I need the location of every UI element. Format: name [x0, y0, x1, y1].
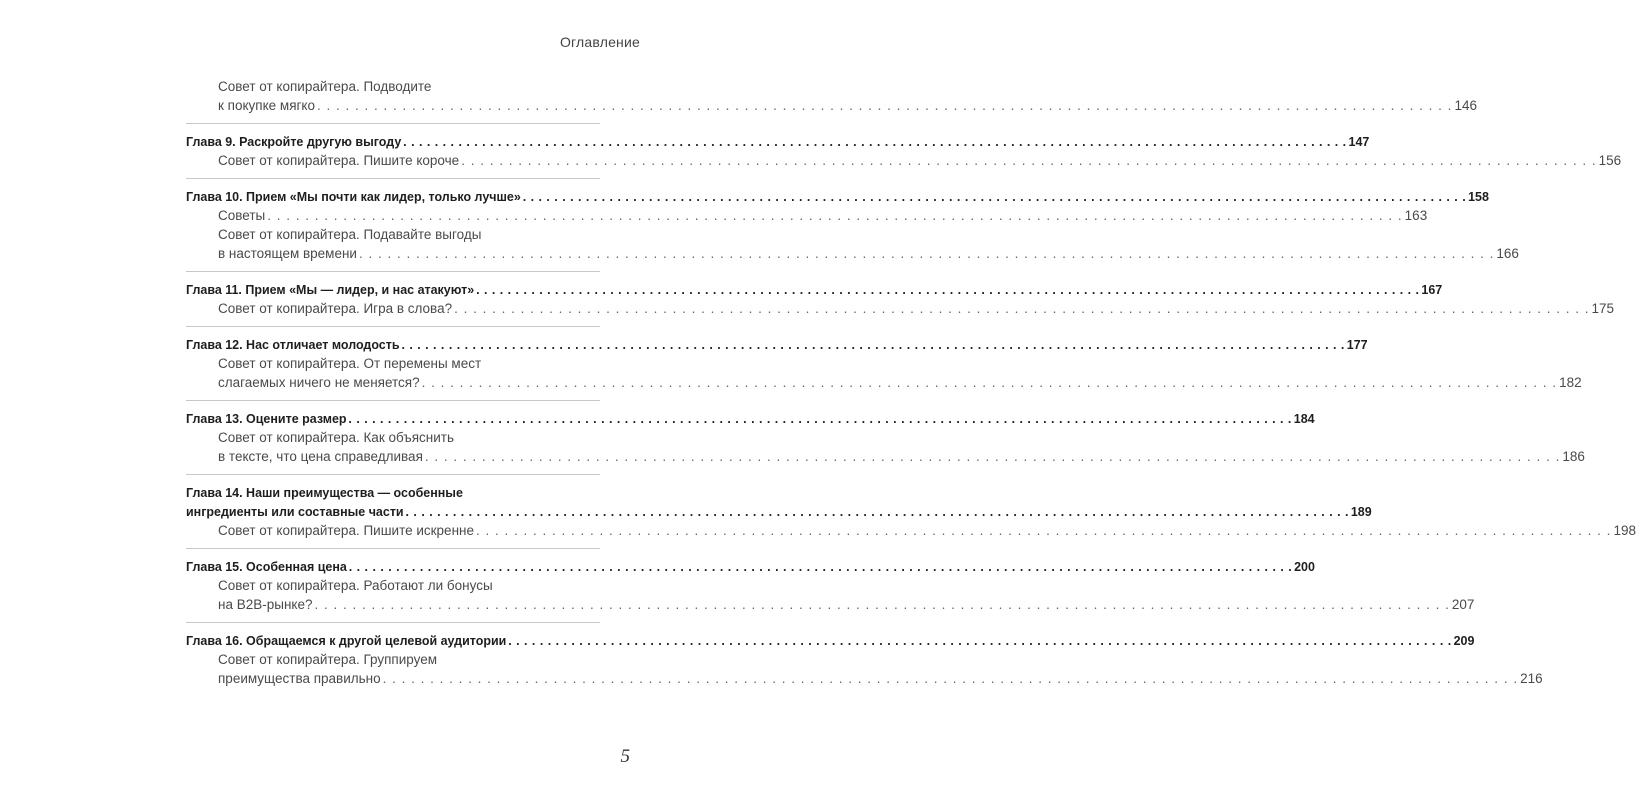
section-divider: [186, 326, 600, 327]
toc-page-number: 198: [1613, 523, 1636, 538]
toc-entry-title: Совет от копирайтера. Пишите искренне: [218, 523, 474, 538]
toc-entry-title: в тексте, что цена справедливая: [218, 449, 423, 464]
dot-leader: . . . . . . . . . . . . . . . . . . . . . . . . . . . . . . . . . . . . . . . . . . . . . . . . . . . . . . . . . . . . . . . . . . . . . . . . . . . . . . . . . . . . . . . . . . . . . . . . . . . . . . . . . . . . . . . . . . . . . . . .: [461, 153, 1597, 168]
dot-leader: . . . . . . . . . . . . . . . . . . . . . . . . . . . . . . . . . . . . . . . . . . . . . . . . . . . . . . . . . . . . . . . . . . . . . . . . . . . . . . . . . . . . . . . . . . . . . . . . . . . . . . . . . . . . . . . . . . . . . . . .: [317, 98, 1453, 113]
toc-page-number: 156: [1598, 153, 1622, 168]
toc-subentry[interactable]: [218, 354, 1582, 392]
section-divider: [186, 548, 600, 549]
toc-entry-title: Глава 13. Оцените размер: [186, 411, 347, 426]
toc-page-number: 200: [1294, 559, 1315, 574]
toc-entry-title: к покупке мягко: [218, 98, 315, 113]
toc-entry-title-line1: Совет от копирайтера. Подводите: [218, 79, 432, 94]
toc-page-number: 189: [1350, 504, 1372, 519]
dot-leader: . . . . . . . . . . . . . . . . . . . . . . . . . . . . . . . . . . . . . . . . . . . . . . . . . . . . . . . . . . . . . . . . . . . . . . . . . . . . . . . . . . . . . . . . . . . . . . . . . . . . . . . . . . . . . . . . . . . . . . . .: [508, 633, 1452, 648]
toc-page-number: 216: [1520, 671, 1543, 686]
toc-entry-title: Совет от копирайтера. Игра в слова?: [218, 301, 453, 316]
dot-leader: . . . . . . . . . . . . . . . . . . . . . . . . . . . . . . . . . . . . . . . . . . . . . . . . . . . . . . . . . . . . . . . . . . . . . . . . . . . . . . . . . . . . . . . . . . . . . . . . . . . . . . . . . . . . . . . . . . . . . . . .: [314, 597, 1450, 612]
toc-page-number: 207: [1451, 597, 1475, 612]
section-divider: [186, 178, 600, 179]
toc-entry-title: Советы: [218, 208, 266, 223]
toc-entry-title: Глава 16. Обращаемся к другой целевой аудитории: [186, 633, 507, 648]
dot-leader: . . . . . . . . . . . . . . . . . . . . . . . . . . . . . . . . . . . . . . . . . . . . . . . . . . . . . . . . . . . . . . . . . . . . . . . . . . . . . . . . . . . . . . . . . . . . . . . . . . . . . . . . . . . . . . . . . . . . . . . .: [348, 411, 1292, 426]
section-divider: [186, 400, 600, 401]
toc-page-number: 167: [1421, 282, 1443, 297]
section-divider: [186, 622, 600, 623]
dot-leader: . . . . . . . . . . . . . . . . . . . . . . . . . . . . . . . . . . . . . . . . . . . . . . . . . . . . . . . . . . . . . . . . . . . . . . . . . . . . . . . . . . . . . . . . . . . . . . . . . . . . . . . . . . . . . . . . . . . . . . . .: [476, 282, 1420, 297]
toc-page-number: 147: [1348, 134, 1370, 149]
toc-entry-title: слагаемых ничего не меняется?: [218, 375, 420, 390]
toc-page-number: 184: [1293, 411, 1315, 426]
dot-leader: . . . . . . . . . . . . . . . . . . . . . . . . . . . . . . . . . . . . . . . . . . . . . . . . . . . . . . . . . . . . . . . . . . . . . . . . . . . . . . . . . . . . . . . . . . . . . . . . . . . . . . . . . . . . . . . . . . . . . . . .: [405, 504, 1349, 519]
toc-entry-title-line1: Совет от копирайтера. Работают ли бонусы: [218, 578, 493, 593]
dot-leader: . . . . . . . . . . . . . . . . . . . . . . . . . . . . . . . . . . . . . . . . . . . . . . . . . . . . . . . . . . . . . . . . . . . . . . . . . . . . . . . . . . . . . . . . . . . . . . . . . . . . . . . . . . . . . . . . . . . . . . . .: [382, 671, 1519, 686]
toc-entry-title-line1: Глава 14. Наши преимущества — особенные: [186, 485, 463, 500]
dot-leader: . . . . . . . . . . . . . . . . . . . . . . . . . . . . . . . . . . . . . . . . . . . . . . . . . . . . . . . . . . . . . . . . . . . . . . . . . . . . . . . . . . . . . . . . . . . . . . . . . . . . . . . . . . . . . . . . . . . . . . . .: [401, 337, 1345, 352]
dot-leader: . . . . . . . . . . . . . . . . . . . . . . . . . . . . . . . . . . . . . . . . . . . . . . . . . . . . . . . . . . . . . . . . . . . . . . . . . . . . . . . . . . . . . . . . . . . . . . . . . . . . . . . . . . . . . . . . . . . . . . . .: [358, 246, 1495, 261]
toc-entry-title: Глава 12. Нас отличает молодость: [186, 337, 400, 352]
toc-entry-title: на B2B-рынке?: [218, 597, 313, 612]
toc-entry-title: в настоящем времени: [218, 246, 357, 261]
dot-leader: . . . . . . . . . . . . . . . . . . . . . . . . . . . . . . . . . . . . . . . . . . . . . . . . . . . . . . . . . . . . . . . . . . . . . . . . . . . . . . . . . . . . . . . . . . . . . . . . . . . . . . . . . . . . . . . . . . . . . . . .: [421, 375, 1558, 390]
toc-entry-title: ингредиенты или составные части: [186, 504, 404, 519]
section-divider: [186, 474, 600, 475]
toc-entry-title-line1: Совет от копирайтера. Подавайте выгоды: [218, 227, 482, 242]
toc-chapter-entry[interactable]: [186, 335, 1368, 354]
toc-page-number: 166: [1496, 246, 1519, 261]
toc-page-number: 163: [1404, 208, 1428, 223]
toc-page-number: 182: [1559, 375, 1582, 390]
toc-subentry[interactable]: [218, 77, 1477, 115]
toc-chapter-entry[interactable]: [186, 187, 1489, 206]
table-of-contents: [186, 77, 1636, 688]
toc-page-number: 146: [1454, 98, 1477, 113]
toc-entry-title-line1: Совет от копирайтера. Как объяснить: [218, 430, 454, 445]
toc-entry-title: преимущества правильно: [218, 671, 381, 686]
toc-page-number: 175: [1591, 301, 1615, 316]
toc-entry-title-line1: Совет от копирайтера. От перемены мест: [218, 356, 482, 371]
page-number: 5: [620, 746, 630, 767]
dot-leader: . . . . . . . . . . . . . . . . . . . . . . . . . . . . . . . . . . . . . . . . . . . . . . . . . . . . . . . . . . . . . . . . . . . . . . . . . . . . . . . . . . . . . . . . . . . . . . . . . . . . . . . . . . . . . . . . . . . . . . . .: [454, 301, 1590, 316]
section-divider: [186, 271, 600, 272]
toc-entry-title: Глава 15. Особенная цена: [186, 559, 347, 574]
toc-page-number: 158: [1468, 189, 1489, 204]
dot-leader: . . . . . . . . . . . . . . . . . . . . . . . . . . . . . . . . . . . . . . . . . . . . . . . . . . . . . . . . . . . . . . . . . . . . . . . . . . . . . . . . . . . . . . . . . . . . . . . . . . . . . . . . . . . . . . . . . . . . . . . .: [348, 559, 1293, 574]
toc-chapter-entry[interactable]: [186, 557, 1315, 576]
toc-entry-title-line1: Совет от копирайтера. Группируем: [218, 652, 438, 667]
dot-leader: . . . . . . . . . . . . . . . . . . . . . . . . . . . . . . . . . . . . . . . . . . . . . . . . . . . . . . . . . . . . . . . . . . . . . . . . . . . . . . . . . . . . . . . . . . . . . . . . . . . . . . . . . . . . . . . . . . . . . . . .: [522, 189, 1467, 204]
dot-leader: . . . . . . . . . . . . . . . . . . . . . . . . . . . . . . . . . . . . . . . . . . . . . . . . . . . . . . . . . . . . . . . . . . . . . . . . . . . . . . . . . . . . . . . . . . . . . . . . . . . . . . . . . . . . . . . . . . . . . . . .: [476, 523, 1612, 538]
toc-chapter-entry[interactable]: [186, 631, 1475, 650]
toc-page-number: 177: [1346, 337, 1368, 352]
toc-subentry[interactable]: [218, 151, 1622, 170]
toc-subentry[interactable]: [218, 206, 1428, 225]
dot-leader: . . . . . . . . . . . . . . . . . . . . . . . . . . . . . . . . . . . . . . . . . . . . . . . . . . . . . . . . . . . . . . . . . . . . . . . . . . . . . . . . . . . . . . . . . . . . . . . . . . . . . . . . . . . . . . . . . . . . . . . .: [424, 449, 1561, 464]
toc-page-number: 186: [1562, 449, 1585, 464]
toc-chapter-entry[interactable]: [186, 132, 1370, 151]
toc-entry-title: Совет от копирайтера. Пишите короче: [218, 153, 460, 168]
toc-chapter-entry[interactable]: [186, 483, 1372, 521]
toc-chapter-entry[interactable]: [186, 280, 1443, 299]
toc-subentry[interactable]: [218, 299, 1615, 318]
section-divider: [186, 123, 600, 124]
toc-entry-title: Глава 10. Прием «Мы почти как лидер, только лучше»: [186, 189, 521, 204]
toc-entry-title: Глава 9. Раскройте другую выгоду: [186, 134, 402, 149]
toc-subentry[interactable]: [218, 576, 1475, 614]
toc-subentry[interactable]: [218, 428, 1585, 466]
toc-chapter-entry[interactable]: [186, 409, 1315, 428]
running-head: Оглавление: [559, 34, 640, 50]
toc-subentry[interactable]: [218, 650, 1543, 688]
dot-leader: . . . . . . . . . . . . . . . . . . . . . . . . . . . . . . . . . . . . . . . . . . . . . . . . . . . . . . . . . . . . . . . . . . . . . . . . . . . . . . . . . . . . . . . . . . . . . . . . . . . . . . . . . . . . . . . . . . . . . . . .: [267, 208, 1403, 223]
toc-page-number: 209: [1453, 633, 1475, 648]
toc-subentry[interactable]: [218, 225, 1519, 263]
toc-subentry[interactable]: [218, 521, 1636, 540]
dot-leader: . . . . . . . . . . . . . . . . . . . . . . . . . . . . . . . . . . . . . . . . . . . . . . . . . . . . . . . . . . . . . . . . . . . . . . . . . . . . . . . . . . . . . . . . . . . . . . . . . . . . . . . . . . . . . . . . . . . . . . . .: [403, 134, 1347, 149]
toc-entry-title: Глава 11. Прием «Мы — лидер, и нас атакуют»: [186, 282, 475, 297]
